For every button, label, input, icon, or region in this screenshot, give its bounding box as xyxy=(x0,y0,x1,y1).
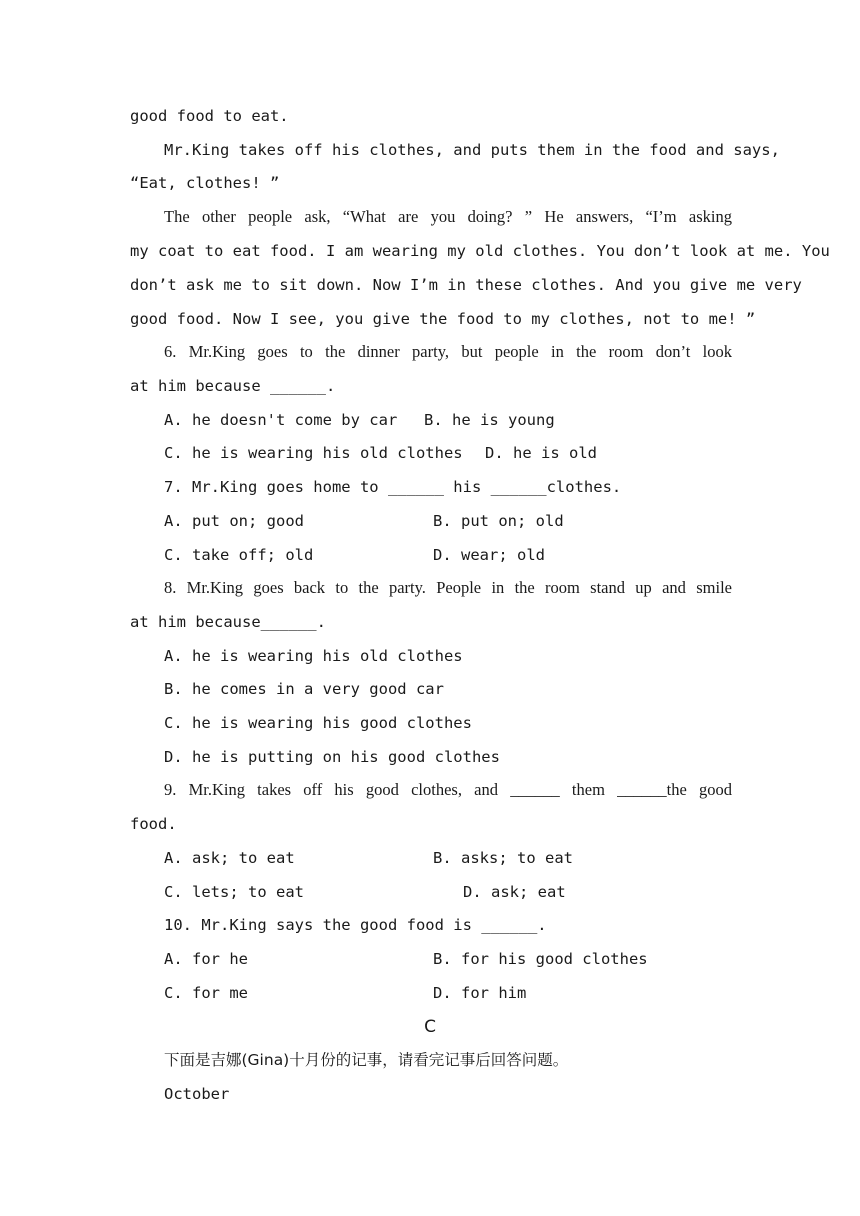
question-6-option-d: D. he is old xyxy=(485,444,597,462)
question-7-option-c: C. take off; old xyxy=(164,546,314,564)
month-label: October xyxy=(164,1085,230,1103)
question-6-option-c: C. he is wearing his old clothes xyxy=(164,444,463,462)
question-8-stem: 8. Mr.King goes back to the party. People in the room stand up and smile xyxy=(164,578,732,597)
question-10-option-b: B. for his good clothes xyxy=(433,950,648,968)
passage-line: The other people ask, “What are you doing? ” He answers, “I’m asking xyxy=(164,207,732,226)
question-6-stem-cont: at him because ______. xyxy=(130,377,336,395)
question-8-option-c: C. he is wearing his good clothes xyxy=(164,714,472,732)
question-10-option-d: D. for him xyxy=(433,984,527,1002)
passage-line: don’t ask me to sit down. Now I’m in these clothes. And you give me very xyxy=(130,276,802,294)
section-heading: C xyxy=(424,1017,436,1037)
question-10-option-c: C. for me xyxy=(164,984,248,1002)
question-8-option-b: B. he comes in a very good car xyxy=(164,680,444,698)
passage-line: good food. Now I see, you give the food to my clothes, not to me! ” xyxy=(130,310,756,328)
question-9-option-c: C. lets; to eat xyxy=(164,883,304,901)
section-intro: 下面是吉娜(Gina)十月份的记事，请看完记事后回答问题。 xyxy=(164,1051,569,1069)
question-6-option-b: B. he is young xyxy=(424,411,555,429)
question-7-option-b: B. put on; old xyxy=(433,512,564,530)
question-10-option-a: A. for he xyxy=(164,950,248,968)
question-9-option-d: D. ask; eat xyxy=(463,883,566,901)
question-9-option-a: A. ask; to eat xyxy=(164,849,295,867)
question-7-option-a: A. put on; good xyxy=(164,512,304,530)
question-9-stem: 9. Mr.King takes off his good clothes, and ______ them ______the good xyxy=(164,780,732,799)
passage-line: my coat to eat food. I am wearing my old clothes. You don’t look at me. You xyxy=(130,242,830,260)
passage-line: “Eat, clothes! ” xyxy=(130,174,280,192)
question-7-stem: 7. Mr.King goes home to ______ his ______clothes. xyxy=(164,478,622,496)
question-8-option-d: D. he is putting on his good clothes xyxy=(164,748,500,766)
question-8-option-a: A. he is wearing his old clothes xyxy=(164,647,463,665)
question-10-stem: 10. Mr.King says the good food is ______. xyxy=(164,916,547,934)
question-9-stem-cont: food. xyxy=(130,815,177,833)
question-6-option-a: A. he doesn't come by car xyxy=(164,411,398,429)
passage-line: Mr.King takes off his clothes, and puts them in the food and says, xyxy=(164,141,780,159)
question-9-option-b: B. asks; to eat xyxy=(433,849,573,867)
question-7-option-d: D. wear; old xyxy=(433,546,545,564)
question-6-stem: 6. Mr.King goes to the dinner party, but people in the room don’t look xyxy=(164,342,732,361)
question-8-stem-cont: at him because______. xyxy=(130,613,326,631)
passage-line: good food to eat. xyxy=(130,107,289,125)
